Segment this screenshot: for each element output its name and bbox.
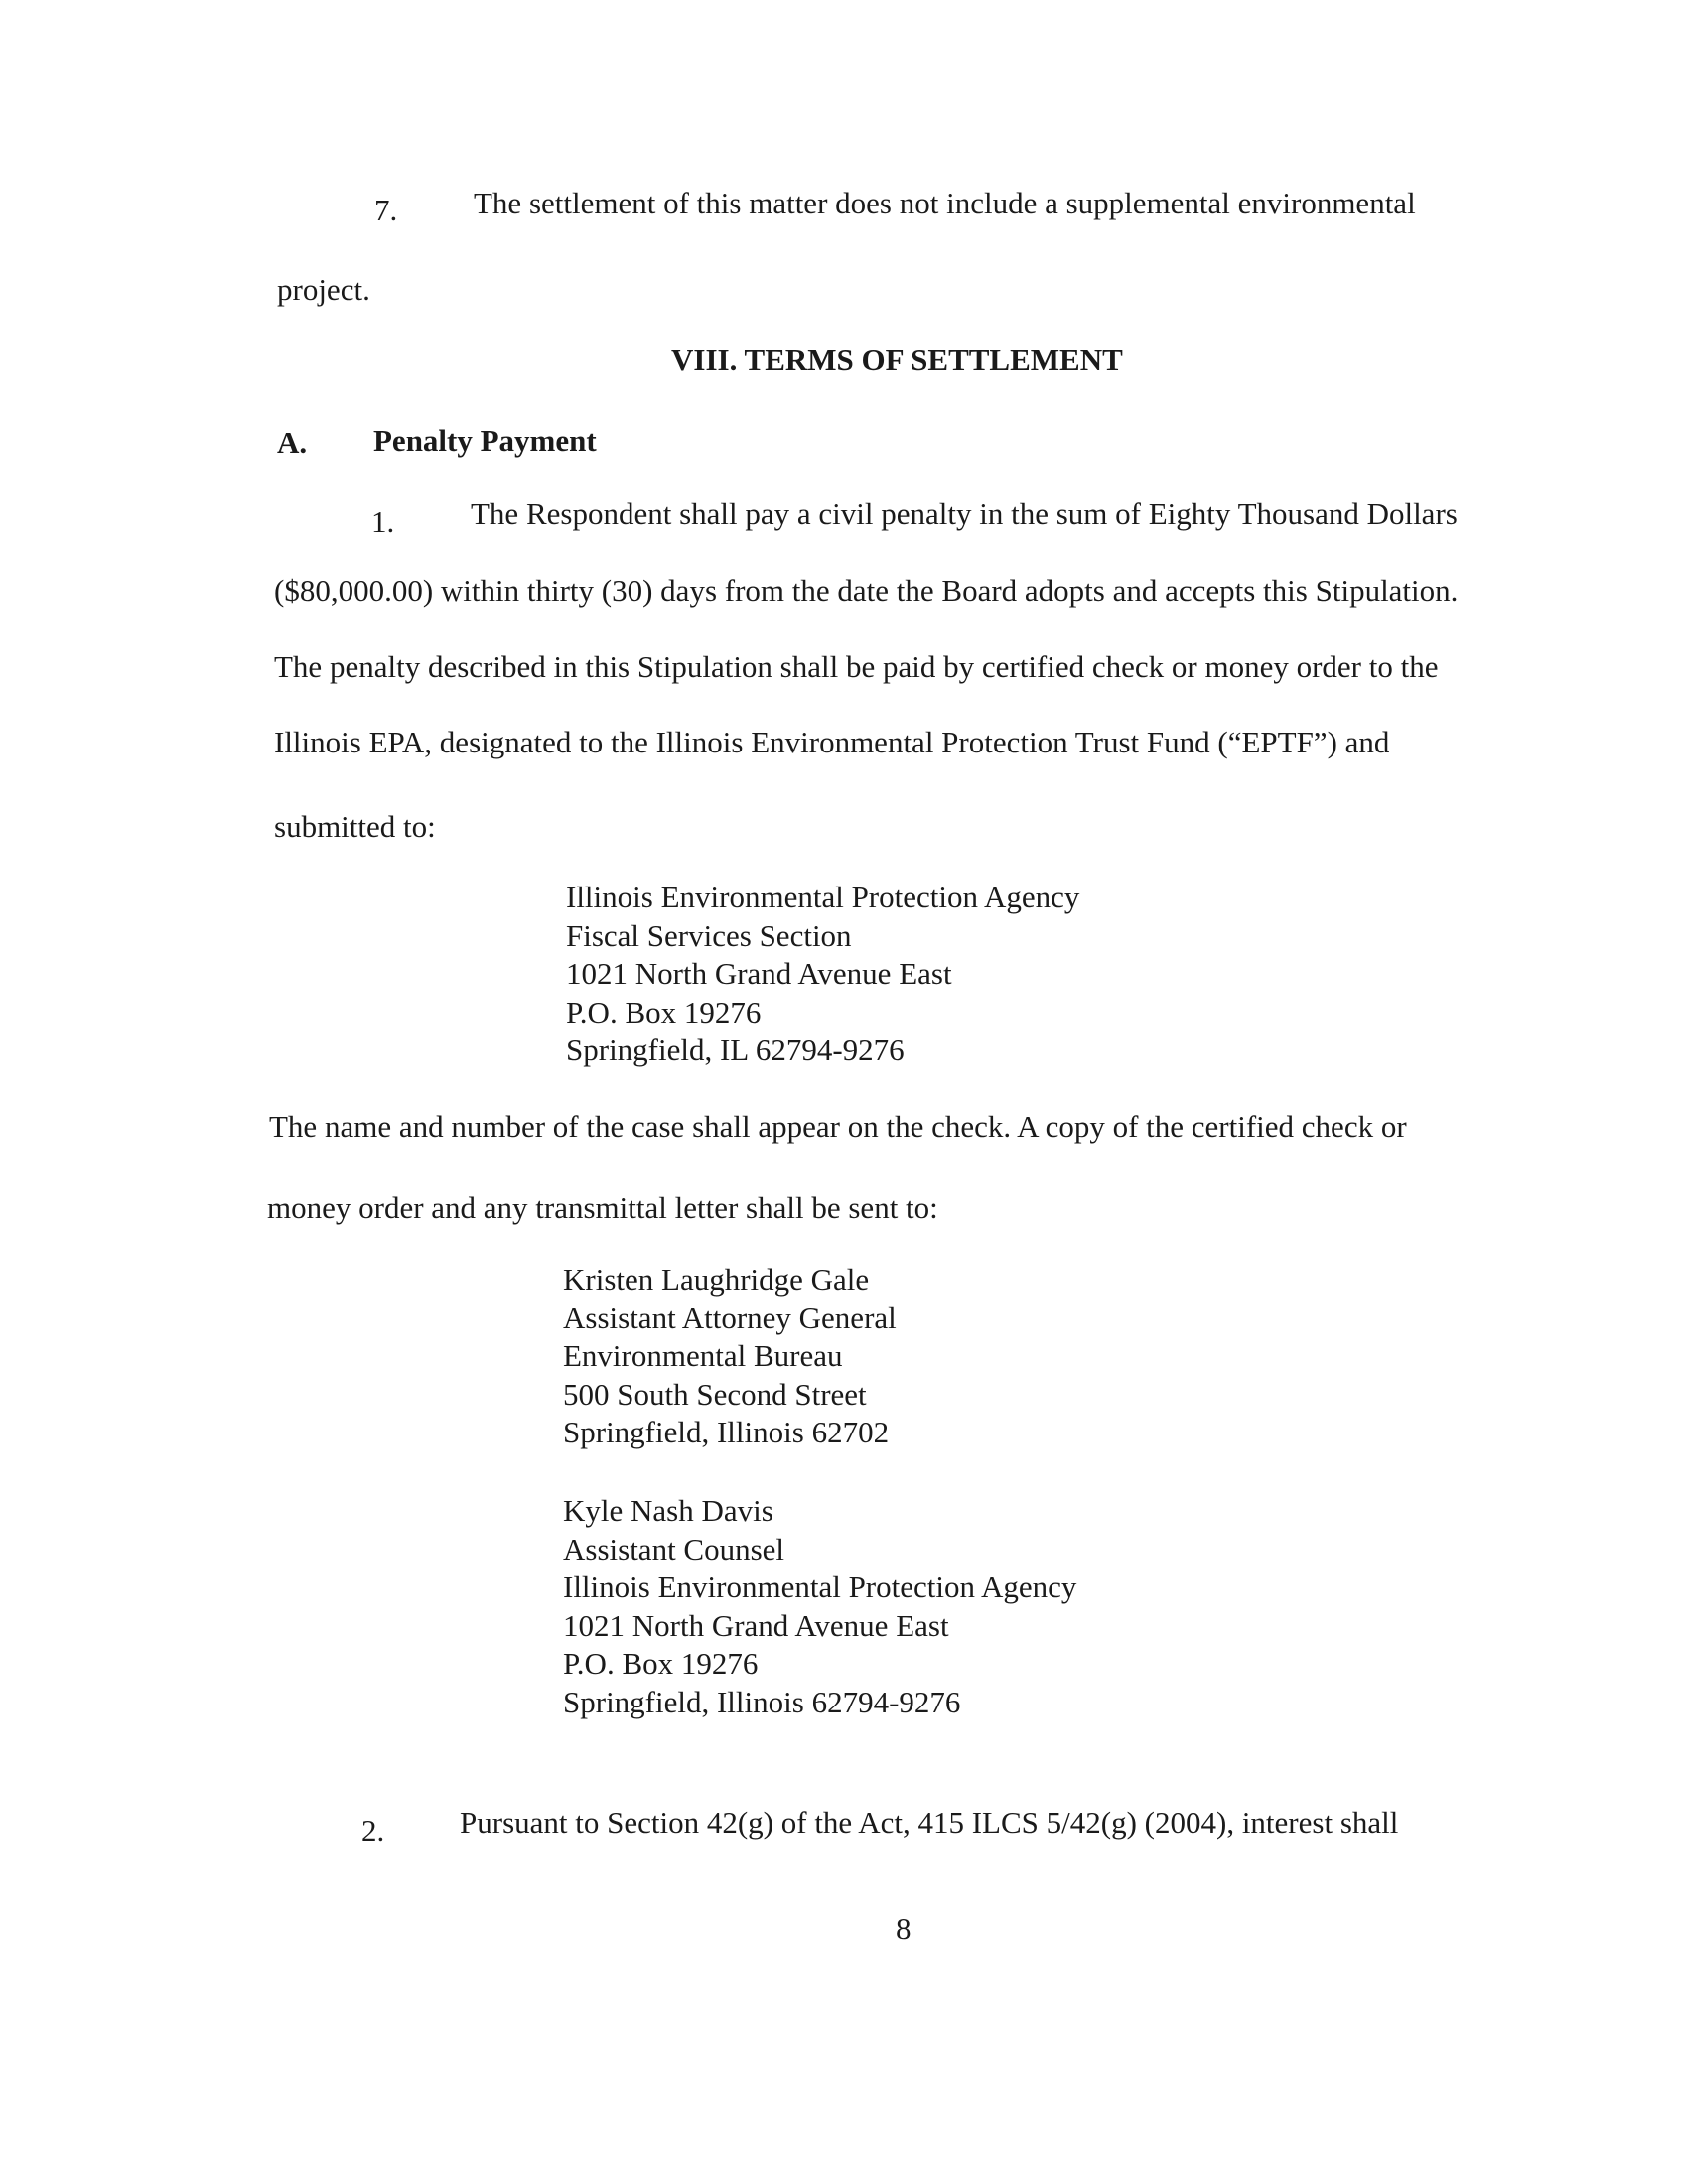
address-counsel-line-5: P.O. Box 19276 bbox=[563, 1646, 759, 1681]
address-counsel-line-3: Illinois Environmental Protection Agency bbox=[563, 1570, 1077, 1604]
paragraph-1-line-3: The penalty described in this Stipulation shall be paid by certified check or money order to the bbox=[274, 649, 1439, 684]
paragraph-1-line-1: The Respondent shall pay a civil penalty in the sum of Eighty Thousand Dollars bbox=[471, 496, 1458, 531]
address-block-epa bbox=[566, 879, 1079, 1070]
address-epa-line-1: Illinois Environmental Protection Agency bbox=[566, 880, 1080, 914]
address-epa-line-2: Fiscal Services Section bbox=[566, 917, 852, 953]
address-block-assistant-counsel bbox=[563, 1492, 1076, 1721]
paragraph-1-line-4: Illinois EPA, designated to the Illinois Environmental Protection Trust Fund (“EPTF”) and bbox=[274, 725, 1390, 759]
copy-instructions-line-1: The name and number of the case shall appear on the check. A copy of the certified check or bbox=[269, 1109, 1407, 1144]
paragraph-1-line-2: ($80,000.00) within thirty (30) days from the date the Board adopts and accepts this Stipulation. bbox=[274, 573, 1459, 608]
section-heading: VIII. TERMS OF SETTLEMENT bbox=[671, 342, 1123, 377]
paragraph-1-number: 1. bbox=[371, 504, 395, 539]
address-block-attorney-general bbox=[563, 1261, 897, 1452]
paragraph-7-line-2: project. bbox=[277, 272, 370, 307]
address-epa-line-5: Springfield, IL 62794-9276 bbox=[566, 1032, 905, 1067]
address-counsel-line-4: 1021 North Grand Avenue East bbox=[563, 1607, 949, 1643]
address-epa-line-4: P.O. Box 19276 bbox=[566, 994, 762, 1029]
address-epa-line-3: 1021 North Grand Avenue East bbox=[566, 956, 952, 991]
copy-instructions-line-2: money order and any transmittal letter shall be sent to: bbox=[267, 1190, 938, 1225]
paragraph-1-line-5: submitted to: bbox=[274, 809, 436, 844]
address-counsel-line-2: Assistant Counsel bbox=[563, 1531, 785, 1567]
subsection-letter: A. bbox=[277, 425, 308, 460]
address-ag-line-5: Springfield, Illinois 62702 bbox=[563, 1415, 890, 1449]
address-ag-line-4: 500 South Second Street bbox=[563, 1376, 867, 1412]
address-counsel-line-1: Kyle Nash Davis bbox=[563, 1493, 773, 1528]
paragraph-7-line-1: The settlement of this matter does not include a supplemental environmental bbox=[474, 186, 1416, 220]
address-counsel-line-6: Springfield, Illinois 62794-9276 bbox=[563, 1684, 961, 1719]
page-number: 8 bbox=[896, 1911, 912, 1946]
address-ag-line-2: Assistant Attorney General bbox=[563, 1299, 897, 1335]
paragraph-2-line-1: Pursuant to Section 42(g) of the Act, 415 ILCS 5/42(g) (2004), interest shall bbox=[460, 1805, 1399, 1840]
subsection-title: Penalty Payment bbox=[373, 423, 597, 458]
address-ag-line-3: Environmental Bureau bbox=[563, 1338, 843, 1373]
paragraph-7-number: 7. bbox=[374, 193, 398, 227]
paragraph-2-number: 2. bbox=[361, 1813, 385, 1847]
address-ag-line-1: Kristen Laughridge Gale bbox=[563, 1262, 870, 1297]
